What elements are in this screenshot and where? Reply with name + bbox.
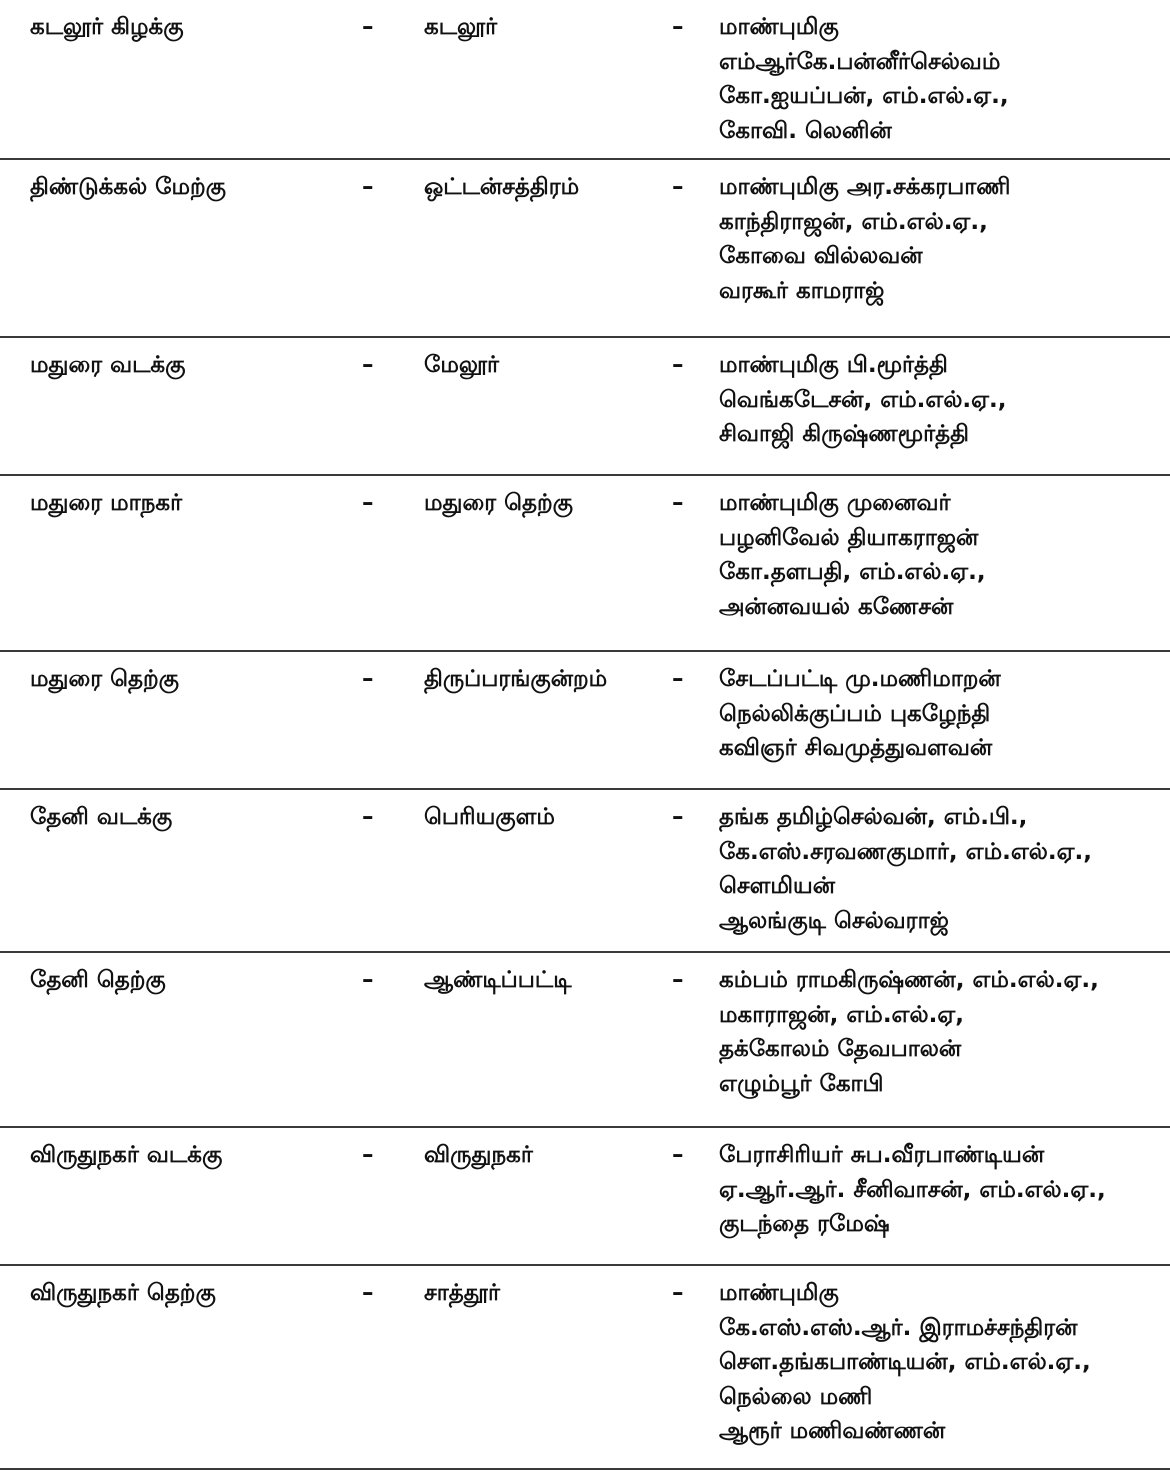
person-name: மாண்புமிகு முனைவர் — [719, 490, 951, 516]
constituency-name: பெரியகுளம் — [424, 804, 555, 830]
constituency-name: விருதுநகர் — [424, 1142, 533, 1168]
person-name: மாண்புமிகு — [719, 1280, 839, 1306]
table-row — [0, 652, 1170, 790]
person-name: ஆலங்குடி செல்வராஜ் — [719, 907, 949, 934]
person-name: குடந்தை ரமேஷ் — [719, 1211, 890, 1237]
constituency-name: சாத்தூர் — [424, 1280, 500, 1306]
separator-dash: – — [362, 14, 374, 40]
separator-dash: – — [362, 174, 374, 200]
separator-dash: – — [362, 967, 374, 993]
table-row — [0, 790, 1170, 953]
table-row — [0, 953, 1170, 1128]
assigned-people-list — [719, 170, 1010, 308]
person-name: சிவாஜி கிருஷ்ணமூர்த்தி — [719, 421, 969, 447]
assigned-people-list — [719, 800, 1092, 938]
separator-dash: – — [672, 666, 684, 692]
person-name: மகாராஜன், எம்.எல்.ஏ, — [719, 1001, 964, 1028]
constituency-name: ஆண்டிப்பட்டி — [424, 967, 572, 993]
assigned-people-list — [719, 662, 1001, 766]
table-row — [0, 1266, 1170, 1470]
person-name: அன்னவயல் கணேசன் — [719, 593, 954, 620]
person-name: சௌமியன் — [719, 873, 836, 899]
person-name: நெல்லை மணி — [719, 1383, 873, 1410]
table-row — [0, 160, 1170, 338]
constituency-name: திருப்பரங்குன்றம் — [424, 666, 608, 692]
assigned-people-list — [719, 486, 986, 624]
separator-dash: – — [672, 1142, 684, 1168]
table-row — [0, 1128, 1170, 1266]
separator-dash: – — [362, 1280, 374, 1306]
assigned-people-list — [719, 1276, 1091, 1449]
separator-dash: – — [362, 352, 374, 378]
person-name: கம்பம் ராமகிருஷ்ணன், எம்.எல்.ஏ., — [719, 967, 1099, 993]
person-name: ஆரூர் மணிவண்ணன் — [719, 1418, 946, 1444]
district-name: திண்டுக்கல் மேற்கு — [30, 174, 226, 200]
person-name: சௌ.தங்கபாண்டியன், எம்.எல்.ஏ., — [719, 1349, 1091, 1375]
district-name: விருதுநகர் வடக்கு — [30, 1142, 223, 1168]
separator-dash: – — [672, 174, 684, 200]
assigned-people-list — [719, 348, 1007, 452]
assigned-people-list — [719, 963, 1099, 1101]
person-name: மாண்புமிகு பி.மூர்த்தி — [719, 352, 948, 378]
assigned-people-list — [719, 1138, 1106, 1242]
table-row — [0, 338, 1170, 476]
district-name: மதுரை வடக்கு — [30, 352, 186, 378]
district-name: கடலூர் கிழக்கு — [30, 14, 184, 40]
person-name: தக்கோலம் தேவபாலன் — [719, 1036, 962, 1062]
separator-dash: – — [362, 1142, 374, 1168]
person-name: எம்ஆர்கே.பன்னீர்செல்வம் — [719, 48, 1001, 75]
district-name: மதுரை தெற்கு — [30, 666, 179, 692]
separator-dash: – — [672, 490, 684, 516]
person-name: கோ.ஐயப்பன், எம்.எல்.ஏ., — [719, 83, 1009, 109]
person-name: தங்க தமிழ்செல்வன், எம்.பி., — [719, 804, 1028, 830]
person-name: நெல்லிக்குப்பம் புகழேந்தி — [719, 700, 991, 727]
person-name: சேடப்பட்டி மு.மணிமாறன் — [719, 666, 1001, 692]
person-name: வரகூர் காமராஜ் — [719, 277, 885, 304]
district-name: தேனி தெற்கு — [30, 967, 166, 993]
district-name: தேனி வடக்கு — [30, 804, 173, 830]
person-name: காந்திராஜன், எம்.எல்.ஏ., — [719, 208, 988, 235]
separator-dash: – — [672, 804, 684, 830]
table-row — [0, 476, 1170, 652]
person-name: வெங்கடேசன், எம்.எல்.ஏ., — [719, 386, 1007, 413]
person-name: பழனிவேல் தியாகராஜன் — [719, 524, 979, 551]
person-name: பேராசிரியர் சுப.வீரபாண்டியன் — [719, 1142, 1045, 1168]
district-name: விருதுநகர் தெற்கு — [30, 1280, 216, 1306]
separator-dash: – — [672, 14, 684, 40]
person-name: கே.எஸ்.சரவணகுமார், எம்.எல்.ஏ., — [719, 838, 1092, 865]
person-name: மாண்புமிகு — [719, 14, 839, 40]
separator-dash: – — [362, 804, 374, 830]
person-name: கோவி. லெனின் — [719, 117, 892, 144]
separator-dash: – — [672, 352, 684, 378]
person-name: கவிஞர் சிவமுத்துவளவன் — [719, 735, 993, 761]
separator-dash: – — [362, 490, 374, 516]
person-name: கோவை வில்லவன் — [719, 243, 923, 269]
constituency-name: கடலூர் — [424, 14, 498, 40]
person-name: கே.எஸ்.எஸ்.ஆர். இராமச்சந்திரன் — [719, 1314, 1078, 1341]
person-name: கோ.தளபதி, எம்.எல்.ஏ., — [719, 559, 986, 585]
person-name: மாண்புமிகு அர.சக்கரபாணி — [719, 174, 1011, 200]
separator-dash: – — [672, 967, 684, 993]
constituency-name: மதுரை தெற்கு — [424, 490, 573, 516]
separator-dash: – — [362, 666, 374, 692]
assigned-people-list — [719, 10, 1009, 148]
constituency-name: மேலூர் — [424, 352, 499, 378]
table-row — [0, 0, 1170, 160]
person-name: ஏ.ஆர்.ஆர். சீனிவாசன், எம்.எல்.ஏ., — [719, 1176, 1106, 1203]
person-name: எழும்பூர் கோபி — [719, 1070, 884, 1097]
district-name: மதுரை மாநகர் — [30, 490, 183, 516]
separator-dash: – — [672, 1280, 684, 1306]
constituency-name: ஒட்டன்சத்திரம் — [424, 174, 580, 200]
